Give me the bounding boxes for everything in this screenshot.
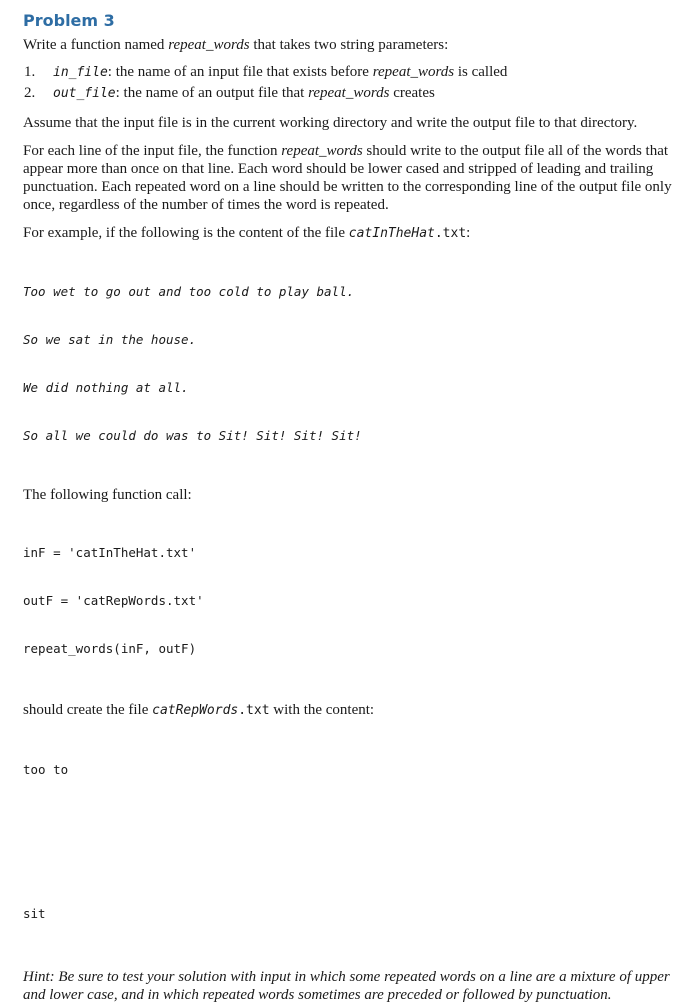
code-line: repeat_words(inF, outF) — [23, 641, 197, 656]
example-file-ext: .txt — [434, 226, 467, 241]
example-file-name: catInTheHat — [348, 226, 435, 241]
problem-title: Problem 3 — [23, 11, 115, 30]
expected-output-block — [23, 730, 693, 954]
example-line: So all we could do was to Sit! Sit! Sit! Sit! — [23, 428, 362, 443]
example-intro-text-b: : — [466, 225, 471, 241]
assume-paragraph: Assume that the input file is in the current working directory and write the output file to that directory. — [23, 115, 638, 131]
call-intro-paragraph: The following function call: — [23, 487, 192, 503]
parameter-number: 2. — [24, 85, 36, 101]
example-line: Too wet to go out and too cold to play ball. — [23, 284, 355, 299]
parameter-name: out_file — [53, 86, 116, 101]
intro-function-name: repeat_words — [168, 37, 250, 53]
example-line: We did nothing at all. — [23, 380, 189, 395]
output-line — [23, 810, 693, 826]
parameter-desc-b: is called — [454, 64, 508, 80]
example-intro-paragraph — [23, 224, 693, 243]
parameter-desc-b: creates — [389, 85, 435, 101]
intro-text-a: Write a function named — [23, 37, 169, 53]
parameter-desc-a: : the name of an output file that — [115, 85, 309, 101]
each-line-function-name: repeat_words — [281, 143, 363, 159]
intro-text-b: that takes two string parameters: — [249, 37, 449, 53]
parameter-function-name: repeat_words — [372, 64, 455, 80]
each-line-text-b: should write to the output file all of the words that appear more than once on that line. Each word should be lower cased and stripped of leading and trailing punctuation. Each repeated word on a line should be written to the corresponding line of the output file only once, regardless of the number of times the word is repeated. — [23, 143, 672, 213]
hint-paragraph: Hint: Be sure to test your solution with input in which some repeated words on a line are a mixture of upper and lower case, and in which repeated words sometimes are preceded or followed by punctuation. — [23, 969, 670, 1003]
parameter-list — [23, 62, 693, 104]
parameter-item-out-file — [23, 83, 693, 104]
create-intro-paragraph — [23, 701, 693, 720]
each-line-text-a: For each line of the input file, the function — [23, 143, 282, 159]
parameter-number: 1. — [24, 64, 36, 80]
each-line-paragraph — [23, 142, 693, 214]
parameter-desc-a: : the name of an input file that exists before — [107, 64, 373, 80]
example-input-block — [23, 252, 693, 476]
output-file-name: catRepWords — [152, 703, 239, 718]
example-intro-text-a: For example, if the following is the content of the file — [23, 225, 349, 241]
parameter-item-in-file — [23, 62, 693, 83]
code-line: outF = 'catRepWords.txt' — [23, 593, 204, 608]
create-intro-text-a: should create the file — [23, 702, 153, 718]
output-line — [23, 858, 693, 874]
output-file-ext: .txt — [238, 703, 270, 718]
code-block — [23, 513, 693, 689]
intro-paragraph — [23, 36, 693, 54]
example-line: So we sat in the house. — [23, 332, 197, 347]
create-intro-text-b: with the content: — [269, 702, 375, 718]
output-line: sit — [23, 906, 46, 921]
parameter-function-name: repeat_words — [308, 85, 390, 101]
problem-page — [23, 10, 693, 1004]
output-line: too to — [23, 762, 69, 777]
parameter-name: in_file — [53, 65, 108, 80]
code-line: inF = 'catInTheHat.txt' — [23, 545, 197, 560]
